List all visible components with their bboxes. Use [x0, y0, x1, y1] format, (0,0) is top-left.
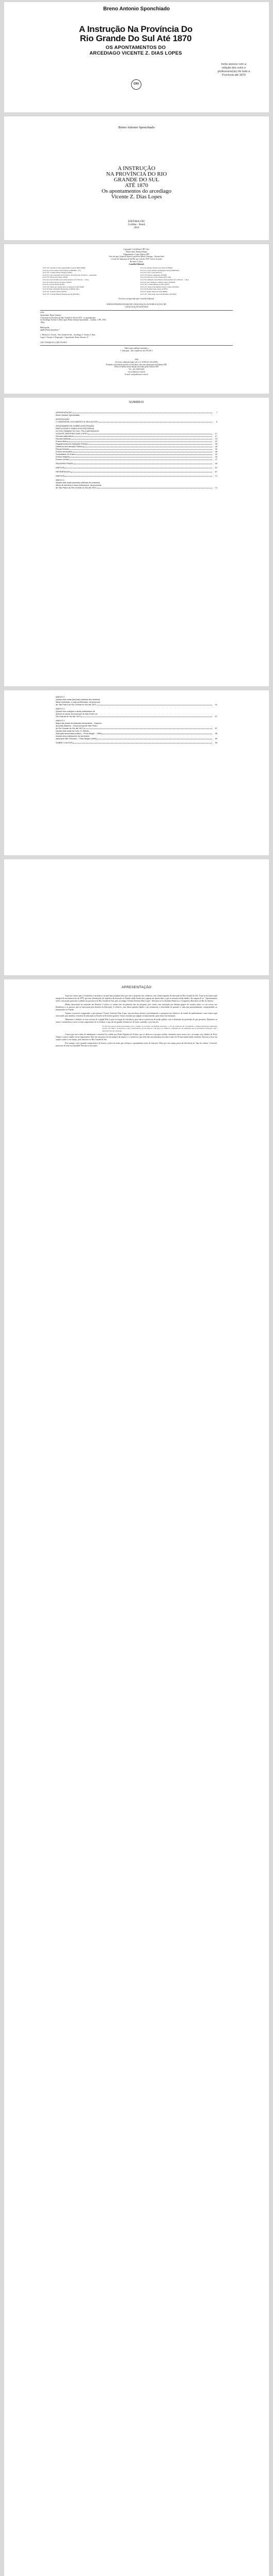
conselho-member: Profª. Drª. Sydione Santos (UEPG) — [43, 290, 67, 293]
cip-rule-top — [40, 310, 233, 311]
toc-entry-label: Escolas particulares — [56, 435, 74, 437]
toc-entry-label: ANEXOS — [56, 466, 65, 469]
toc-entry-label: Ensino normal — [56, 458, 69, 461]
cip-title-text: DADOS INTERNACIONAIS DE CATALOGAÇÃO NA PUBLICAÇÃO (CIP) CATALOGAÇÃO NA FONTE — [106, 303, 167, 308]
toc-entry[interactable] — [56, 470, 217, 473]
toc-entry[interactable] — [56, 703, 217, 706]
toc-entry-page: 7 — [216, 411, 217, 414]
paragraph: Mantemos e lembrar os seus escritos do original Dias Lopes seu lugar de relevância, para salvar a preservar de poder público com a dimensão de pretensão de que gerações. Deixamos as notas e comentários e texto as mais importantes de se lembrar, e que são de grande relevância e de mais conteúdo, e por fim seu. — [56, 1019, 217, 1023]
cip-rule-bottom — [40, 345, 233, 346]
conselho-member: Profª. Drª. Elizeu Clementino (UNEB) — [140, 274, 167, 276]
toc-entry-page: 99 — [215, 737, 217, 740]
text-line: do Arcediago Vicente Z. Dias Lopes/ Breno Antonio Sponchiado – Curitiba : CRV, 2016. — [40, 319, 106, 321]
toc-entry[interactable] — [56, 486, 217, 489]
toc-entry-page: 67 — [215, 470, 217, 473]
toc-entry-page: 28 — [215, 445, 217, 448]
toc-list — [56, 411, 217, 489]
toc-entry-label: Breno Antonio Sponchiado — [56, 414, 80, 416]
text-line: Tel.: (41) 3039-6418 — [129, 368, 144, 371]
cover-title-line: A Instrução Na Província Do — [79, 24, 192, 34]
text-line: 2016 — [134, 359, 139, 361]
conselho-member: Profª. Drª. Maria Lília Imbiriba Sousa Colares (UFOPA) — [140, 285, 179, 288]
blank-page — [4, 859, 269, 975]
toc-entry-label: Ensino secundário — [56, 450, 73, 453]
title-line: Vicente Z. Dias Lopes — [111, 194, 162, 200]
toc-entry-page: 97 — [215, 715, 217, 718]
publisher-line: Curitiba – Brasil — [127, 224, 146, 226]
presentation-text — [56, 995, 217, 1048]
title-page-publisher — [4, 221, 269, 230]
toc-entry-label: Quadro das aulas (escolas) públicas de primeiras — [56, 698, 100, 701]
publisher-line: EDITORA CRV — [128, 221, 145, 223]
cip-record — [40, 312, 233, 344]
toc-entry[interactable] — [56, 466, 217, 469]
conselho-member: Prof. Dr. Francisco Carlos Duarte (PUC-PR) — [140, 276, 171, 279]
copyright-line: Diagramação e Capa: Editora CRV — [123, 253, 150, 256]
conselho-member: Profª. Drª. Tania Suely Azevedo Brasileiro (UFOPA) — [140, 293, 176, 295]
toc-entry-page: 9 — [216, 420, 217, 423]
conselho-member: Prof. Dr. Rodrigo Pratte-Santos (UFES) — [140, 288, 168, 291]
toc-entry-page: 47 — [215, 458, 217, 461]
toc-entry-page: 17 — [215, 432, 217, 435]
toc-entry-page: 36 — [215, 450, 217, 453]
toc-entry-label: ANEXO 4 — [56, 719, 65, 722]
conselho-member: Profª. Drª. Lourdes Helena da Silva (UFV) — [140, 283, 170, 286]
toc-page — [4, 398, 269, 686]
text-line: Lopes 5. Ensino 6. Proposição. I. Sponchiado, Breno Antonio. II. — [40, 336, 89, 338]
paragraph: Este sempre com o grande compromisso de honrar a toda este fonte que coloquei o apontamento mais de interesse. Mais que este tempo passa de relevância do "tipo do cultura" vivencial, professor de uma escolaridade Vencida se faz assim. — [56, 1042, 217, 1047]
title-page-author: Breno Antonio Sponchiado — [118, 126, 155, 129]
cover-subtitle — [58, 45, 213, 56]
toc-entry-page: 42 — [215, 453, 217, 455]
conselho-member: Prof. Dr. Paulo Romualdo Hernandes (UNIFAL-MG) — [43, 288, 79, 291]
cover-subtitle-line: ARCEDIAGO VICENTE Z. DIAS LOPES — [89, 50, 182, 56]
conselho-member: Prof. Dr. Jailson Alves dos Santos (UFRJ) — [43, 281, 72, 283]
copyright-header — [40, 248, 233, 266]
paragraph: Aqui nos vamos para a Academia e na prática vai-pral uma pequena obra que tem o propósito em colaborar com a historiografia da educação na Rio Grande do Sul. Trata-se da transcrição integral de um manuscrito de 1870, que traz informações de trajetória da instrução no Estado sendo desde seus origens até aquela data, a que se encontra ainda inédito. Na origem fê-se: "Apontamentos sobre a instrução particular e pública da província do Rio Grande do Sul, pelo arcediago Vicente Zeferino Dias Lopes". Encontra-se no Instituto Histórico e Geográfico Brasileiro no Rio de Janeiro. — [56, 995, 217, 1002]
toc-entry-label: de São Pedro do Rio Grande do Sul até 1870 — [56, 703, 97, 706]
text-line: Bibliografia — [40, 326, 50, 329]
text-line: 188 p. — [40, 321, 45, 324]
toc-entry-label: letras de meninos e seus professores, da província — [56, 484, 102, 486]
cover-title — [58, 25, 213, 43]
toc-entry-label: DO RIO GRANDE DO SUL, PELO ARCEDIAGO — [56, 430, 99, 432]
toc-entry-label: Rio Grande do Sul até 1870 — [56, 715, 81, 718]
title-page-title — [4, 166, 269, 200]
toc-entry-label: Quadro dos colégios e aulas particulares de — [56, 710, 95, 713]
conselho-member: Prof. Dr. Josania Portela (UFPI) — [43, 283, 65, 286]
toc-entry-label: Escolas públicas — [56, 437, 71, 440]
presentation-page — [4, 979, 269, 2576]
conselho-member: Prof. Dr. Carlos Federico Dominguez Avila (UNIEURO) — [140, 269, 180, 272]
toc-entry[interactable] — [56, 414, 217, 416]
toc-entry-label: O VENERÁVEL DOCUMENTO E SEU AUTOR — [56, 420, 98, 423]
toc-entry-page: 98 — [215, 732, 217, 735]
toc-entry-page: 71 — [215, 486, 217, 489]
toc-entry-page: 51 — [215, 466, 217, 469]
toc-entry-label: APONTAMENTOS SOBRE A INSTRUÇÃO — [56, 425, 94, 427]
presentation-heading: APRESENTAÇÃO — [121, 986, 152, 989]
title-line: ATÉ 1870 — [125, 182, 148, 189]
text-line: Todos os direitos desta edição reservados pela: Editora CRV — [114, 366, 159, 368]
paragraph: Minha dissertação de mestrado em História e Letras e a minha tese da primeira fase de pesquisa, pois venho com satisfação por últimas grupos de estudos sobre o a seu acesso aos Brasileiros e as pessoas que se interessam pela história da Educação. E efetivos, vem direta questão rápido e seu sentimento e efetividade no passado e, mais que principalmente, compreendido ao pesquisador no Estado. — [56, 1004, 217, 1011]
toc-entry-page: 17 — [215, 435, 217, 437]
conselho-member: Profª. Drª. Carmen Tereza Velanga (UNIR) — [43, 272, 72, 274]
text-line: Índice para catálogo sistemático — [124, 347, 149, 349]
copyright-note — [40, 298, 233, 300]
copyright-line: Foto da capa: Grupo de alunos e professor Moser Gonzaga – Revista Irmã — [109, 256, 164, 258]
toc-entry-label: INTRODUÇÃO — [56, 418, 70, 420]
block-quote: Só em das pessoas mais interessantes para o estudo da evolução da primeira instrução, e em sua trajetória de crescimento e institucionalização legislação escolar, em aluno e professores e suas características, já em ansioso a em que a se objetivar e implantação de realidades que se aprendem a interagir com a educação Escolar em geral. — [102, 1025, 217, 1032]
conselho-member: Profª. Drª. Eliane Rose Maio (UEM) — [43, 276, 68, 279]
cover-page — [4, 2, 269, 112]
toc-entry-page: 99 — [215, 741, 217, 744]
toc-entry-label: às Aulas Maiores – Da província de São Pedro — [56, 724, 98, 727]
conselho-member: Prof. Dr. Guillermo Arias Beatón (Universidade de La Havana – Cuba) — [140, 278, 189, 281]
toc-entry-label: Quadro das aulas do Liceu D. Afonso – — [56, 730, 91, 732]
conselho-member: Prof. Dr. João Adalberto Campato Junior (UNESP) — [140, 281, 175, 283]
conselho-member: Profª. Drª. Andréia da Silva Quintanilha Sousa (UNIR/UFRN) — [43, 267, 86, 269]
cover-title-line: Rio Grande Do Sul Até 1870 — [79, 33, 192, 43]
toc-leader-dots — [84, 728, 212, 729]
toc-entry-label: do Rio Grande do Sul até 1870 — [56, 727, 84, 730]
toc-leader-dots — [74, 436, 212, 437]
copyright-line: Revisão: O Autor — [130, 260, 143, 263]
toc-entry[interactable] — [56, 474, 217, 477]
toc-entry-label: ANEXO 1 — [56, 479, 65, 481]
toc-leader-dots — [88, 444, 212, 445]
toc-entry-page: 22 — [215, 440, 217, 443]
toc-entry-label: Instrução secundária pública – Porto Alegre – 1859 — [56, 732, 102, 735]
paragraph: Consta que sua ordem de administrar o material foi cedido por Pedro Baptista de Freitas, que se deslocou a pé para receber, incluindo neste acervo nos, ao tempo, nas cidades de Porto Alegre e outras cidades locais importantes. Elas são um pouco de seu próprio de arquivo e o território e que dele tem sua assinatura nos dias e mais de 30 anos ainda sendo estudado. Ilustrou o livro em arquivo sobre o seu tempo, pelo Instituto no Rio Grande do Sul. — [56, 1033, 217, 1041]
toc-leader-dots — [76, 454, 212, 455]
toc-entry-label: Quadro dos professores do seminário — [56, 735, 90, 737]
title-line: NA PROVÍNCIA DO RIO — [106, 171, 167, 177]
conselho-member: Profª. Drª. Maria de Lourdes Pinto de Almeida (UNICAMP) — [43, 285, 84, 288]
toc-entry-label: VICENTE ZEFERINO DIAS LOPES — [56, 432, 88, 435]
toc-leader-dots — [65, 476, 212, 477]
toc-leader-dots — [69, 449, 212, 450]
conselho-member: Prof. Dr. Celso Conti (UFSCar) — [140, 272, 162, 274]
toc-entry[interactable] — [56, 741, 217, 744]
toc-entry-page: 30 — [215, 448, 217, 450]
toc-entry[interactable] — [56, 737, 217, 740]
text-line: 1. Histórica 2. Escola – Rio Grande do Sul – Arcediago 4. Vicente Z. Dias — [40, 334, 95, 336]
toc-entry-label: Mapa das aulas de instrução secundária – Superior — [56, 722, 102, 724]
publisher-line: 2016 — [134, 227, 139, 229]
toc-entry-label: ambos os sexos da província de São Pedro do — [56, 713, 98, 715]
toc-entry-label: Ensino religioso — [56, 455, 70, 458]
paragraph: Apenas é possível comprender o que pensava Vicente Zeferino Dias Lopes, que professos deram e proveitamente o pesquisar um histórico de estado de publicamente como estava aqui reservando para analisar a história da educação no Estado na Província gaúcha. Outros estavam que jáppen exclusivamente, para entrar em formação. — [56, 1012, 217, 1017]
conselho-member: Prof. Dr. Gloria Fariñas León (Universidade de La Havana – Cuba) — [43, 278, 89, 281]
toc-entry-label: episcopal São Feliciano – Porto Alegre (1869) — [56, 737, 97, 740]
text-line: Sponchiado, Breno Antonio. — [40, 314, 61, 316]
conselho-member: Prof. Dr. Cesar Gerónimo Tello (Univer. Nacional Três de Febrero - Argentina) — [43, 274, 97, 276]
title-page — [4, 116, 269, 240]
toc-entry-page: 19 — [215, 437, 217, 440]
toc-entry-label: letras femininas, e suas professoras, da província — [56, 701, 100, 703]
toc-page-continued — [4, 690, 269, 855]
toc-entry[interactable] — [56, 715, 217, 718]
toc-entry-label: Regulamentos de Instrução Pública — [56, 443, 88, 445]
text-line: Foi feito o depósito legal conf. Lei 10.994 de 14/12/2004 — [115, 361, 158, 363]
title-line: A INSTRUÇÃO — [117, 165, 156, 172]
cip-title — [40, 303, 233, 309]
cover-author: Breno Antonio Sponchiado — [103, 6, 170, 12]
toc-entry-label: PARTICULAR E PÚBLICA DA PROVÍNCIA — [56, 427, 94, 430]
copyright-line: a escola de Taquaruçu de Sul-RS, por volta de 1950. Acervo do autor. — [110, 258, 163, 261]
conselho-member: Prof. Dr. Antônio Pereira Gaio Júnior (UFRRJ) — [140, 267, 173, 269]
toc-entry-label: ANEXO 2 — [56, 696, 65, 698]
toc-entry[interactable] — [56, 420, 217, 423]
toc-entry-page: 26 — [215, 443, 217, 445]
text-line: CDU 37(09)(816.5) CDD 370.9816 — [40, 341, 67, 344]
conselho-member: Profª. Drª. Solange Helena Ximenes-Rocha (UFOPA) — [43, 293, 79, 295]
text-line: www.editoracrv.com.br — [127, 370, 146, 373]
toc-entry-label: Sociedades de Ensino — [56, 453, 76, 455]
toc-entry-page: 71 — [215, 474, 217, 477]
conselho-heading: Conselho Editorial: — [129, 263, 144, 265]
toc-entry-label: PALAVRAS FINAIS — [56, 462, 73, 465]
copyright-page — [4, 244, 269, 394]
conselho-list — [43, 267, 229, 295]
copyright-bottom — [40, 359, 233, 376]
toc-entry-label: Escola Normal — [56, 448, 69, 450]
copyright-line: Copyright © da Editora CRV Ltda. — [123, 248, 150, 250]
toc-entry[interactable] — [56, 462, 217, 465]
toc-entry-label: SOBRE O AUTOR — [56, 741, 73, 744]
conselho-member: Prof. Dr. Sérgio Nunes de Jesus (IFRO) — [140, 290, 168, 293]
toc-entry-label: Quadro das aulas (escolas) públicas de primeiras — [56, 481, 100, 484]
copyright-line: Editor-chefe: Railson Moura — [125, 250, 148, 253]
conselho-member: Prof. Dr. Carlos Alberto Vilar Estêvão (UMINHO - PT) — [43, 269, 81, 272]
toc-entry-page: 49 — [215, 462, 217, 465]
cover-side-note: Inclui anexos com a relação dos ruins e professores(as) de todo a Província até 1870 — [217, 63, 250, 77]
text-line: ISBN 978-85-444-0912-7 — [40, 329, 60, 331]
cover-subtitle-line: OS APONTAMENTOS DO — [105, 45, 166, 50]
toc-entry-label: REFERÊNCIAS — [56, 470, 70, 473]
text-line: A instrução na Província do Rio Grande do Sul até 1870 : os apontamentos — [40, 316, 96, 319]
text-line: Proibida a reprodução parcial ou total desta obra sem autorização da Editora CRV — [106, 363, 167, 366]
text-line: E-mail: sac@editoracrv.com.br — [125, 373, 148, 376]
toc-entry-page: 44 — [215, 455, 217, 458]
toc-entry-page: 97 — [215, 727, 217, 730]
toc-heading: SUMÁRIO — [129, 401, 144, 404]
toc-entry-label: APRESENTAÇÃO — [56, 411, 72, 414]
toc-entry-label: ANEXO 3 — [56, 707, 65, 710]
catalog-index — [40, 347, 233, 352]
toc-entry-label: Ensino Mútuo — [56, 440, 68, 443]
toc-entry-label: de São Pedro do Rio Grande do Sul até 1870 — [56, 486, 97, 489]
text-line: 1. Educação – Rio Grande do Sul 370.981 5 — [120, 349, 153, 352]
text-line: S763 — [40, 312, 44, 314]
toc-entry-page: 91 — [215, 703, 217, 706]
toc-list-continued — [56, 696, 217, 744]
title-line: Os apontamentos do arcediago — [101, 188, 172, 194]
toc-entry[interactable] — [56, 458, 217, 461]
toc-entry-label: Diretores da Instrução Pública — [56, 445, 83, 448]
title-line: GRANDE DO SUL — [114, 177, 159, 183]
publisher-logo: CRV — [131, 79, 141, 90]
toc-entry-label: ANEXOS — [56, 474, 65, 477]
approval-note: Este livro foi aprovado pelo Conselho Editorial. — [119, 298, 154, 300]
